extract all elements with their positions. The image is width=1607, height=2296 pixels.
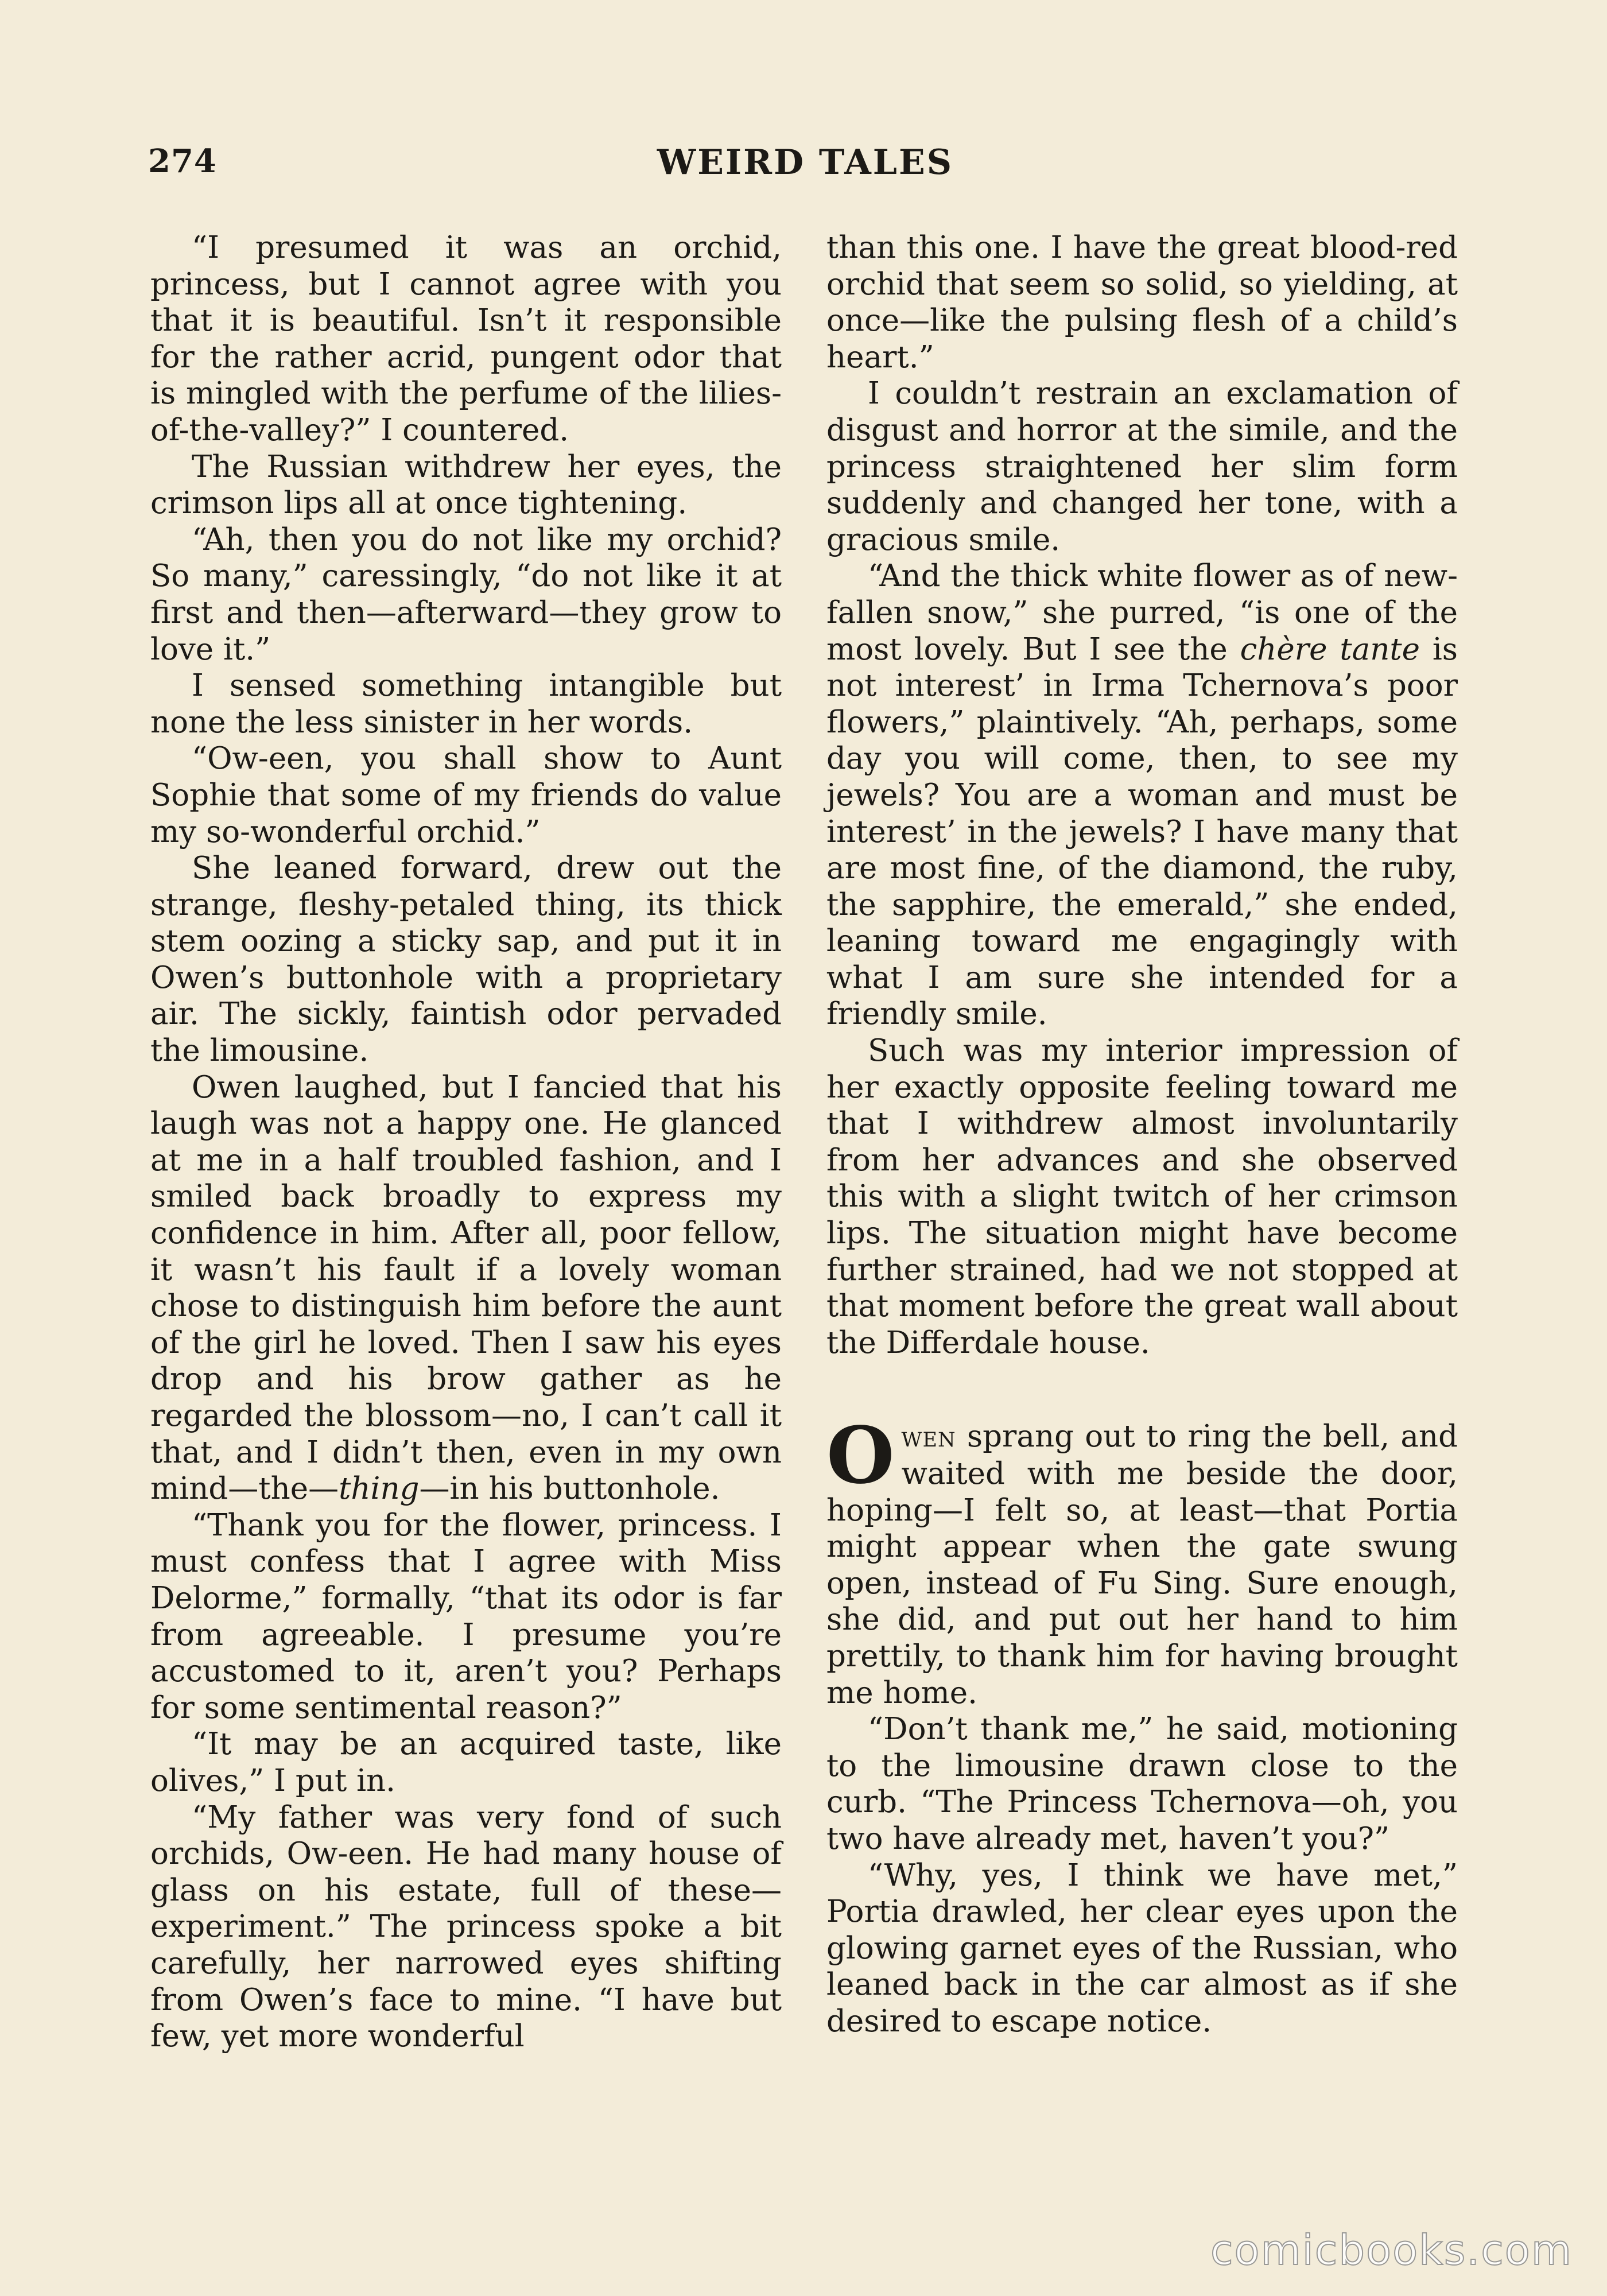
page-number: 274 — [148, 142, 217, 180]
italic-word: thing — [339, 1471, 420, 1507]
paragraph: “Why, yes, I think we have met,” Portia drawled, her clear eyes upon the glowing garnet eyes of the Russian, who leaned back in the car almost as if she desired to escape notice. — [826, 1857, 1458, 2039]
paragraph: “Thank you for the flower, princess. I must confess that I agree with Miss Delorme,” formally, “that its odor is far from agreeable. I presume you’re accustomed to it, aren’t you? Perhaps for some sentimental reason?” — [150, 1507, 782, 1725]
paragraph-text: —in his buttonhole. — [419, 1471, 720, 1507]
paragraph: than this one. I have the great blood-red orchid that seem so solid, so yielding, at once—like the pulsing flesh of a child’s heart.” — [826, 230, 1458, 375]
paragraph: The Russian withdrew her eyes, the crimson lips all at once tightening. — [150, 449, 782, 521]
right-column — [826, 230, 1458, 2040]
page-header — [148, 142, 1462, 188]
paragraph-text: “And the thick white flower as of new-fallen snow,” she purred, “is one of the most lovely. But I see the — [826, 559, 1458, 667]
paragraph — [150, 1069, 782, 1507]
paragraph: “Don’t thank me,” he said, motioning to the limousine drawn close to the curb. “The Princess Tchernova—oh, you two have already met, haven’t you?” — [826, 1712, 1458, 1856]
paragraph: “I presumed it was an orchid, princess, but I cannot agree with you that it is beautiful. Isn’t it responsible for the rather acrid, pungent odor that is mingled with the perfume of the lilies-of-the-valley?” I countered. — [150, 230, 782, 448]
paragraph: Such was my interior impression of her exactly opposite feeling toward me that I withdrew almost involuntarily from her advances and she observed this with a slight twitch of her crimson lips. The situation might have become further strained, had we not stopped at that moment before the great wall about the Differdale house. — [826, 1033, 1458, 1360]
paragraph: “Ow-een, you shall show to Aunt Sophie that some of my friends do value my so-wonderful orchid.” — [150, 741, 782, 850]
watermark: comicbooks.com — [1210, 2226, 1573, 2274]
drop-cap: O — [826, 1410, 895, 1502]
left-column — [150, 230, 782, 2055]
paragraph: She leaned forward, drew out the strange, fleshy-petaled thing, its thick stem oozing a sticky sap, and put it in Owen’s buttonhole with a proprietary air. The sickly, faintish odor pervaded the limousine. — [150, 851, 782, 1069]
paragraph: “My father was very fond of such orchids, Ow-een. He had many house of glass on his estate, full of these—experiment.” The princess spoke a bit carefully, her narrowed eyes shifting from Owen’s face to mine. “I have but few, yet more wonderful — [150, 1799, 782, 2054]
paragraph: “It may be an acquired taste, like olives,” I put in. — [150, 1727, 782, 1798]
paragraph-text: sprang out to ring the bell, and waited with me beside the door, hoping—I felt so, at least—that Portia might appear when the gate swung open, instead of Fu Sing. Sure enough, she did, and put out her hand to him prettily, to thank him for having brought me home. — [826, 1419, 1458, 1711]
italic-phrase: chère tante — [1240, 631, 1420, 667]
section-start-paragraph — [826, 1410, 1458, 1711]
paragraph: I couldn’t restrain an exclamation of disgust and horror at the simile, and the princess straightened her slim form suddenly and changed her tone, with a gracious smile. — [826, 376, 1458, 557]
paragraph-text: is not interest’ in Irma Tchernova’s poor flowers,” plaintively. “Ah, perhaps, some day you will come, then, to see my jewels? You are a woman and must be interest’ in the jewels? I have many that are most fine, of the diamond, the ruby, the sapphire, the emerald,” she ended, leaning toward me engagingly with what I am sure she intended for a friendly smile. — [826, 631, 1458, 1032]
small-caps-lead: wen — [901, 1420, 956, 1454]
paragraph: I sensed something intangible but none the less sinister in her words. — [150, 668, 782, 740]
paragraph-text: Owen laughed, but I fancied that his laugh was not a happy one. He glanced at me in a half troubled fashion, and I smiled back broadly to express my confidence in him. After all, poor fellow, it wasn’t his fault if a lovely woman chose to distinguish him before the aunt of the girl he loved. Then I saw his eyes drop and his brow gather as he regarded the blossom—no, I can’t call it that, and I didn’t then, even in my own mind—the— — [150, 1069, 782, 1507]
paragraph — [826, 558, 1458, 1033]
running-title: WEIRD TALES — [657, 142, 954, 183]
paragraph: “Ah, then you do not like my orchid? So many,” caressingly, “do not like it at first and then—afterward—they grow to love it.” — [150, 522, 782, 667]
